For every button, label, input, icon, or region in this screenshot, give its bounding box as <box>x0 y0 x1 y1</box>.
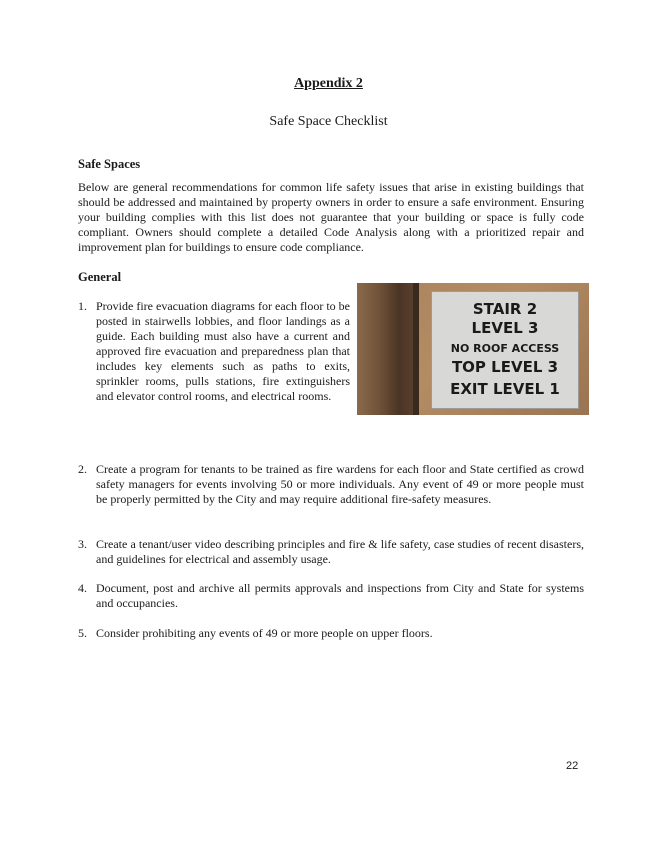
page-title: Appendix 2 <box>294 76 363 91</box>
door-frame <box>357 283 417 415</box>
list-item-text: Create a tenant/user video describing principles and fire & life safety, case studies of recent disasters, and guidelines for electrical and assembly usage. <box>96 537 584 566</box>
list-item-text: Create a program for tenants to be trained as fire wardens for each floor and State certified as crowd safety managers for events involving 50 or more individuals. Any event of 49 or more people must be properly permitted by the City and may require additional fire-safety measures. <box>96 462 584 506</box>
list-item-text: Document, post and archive all permits approvals and inspections from City and State for systems and occupancies. <box>96 581 584 610</box>
sign-line: NO ROOF ACCESS <box>450 342 560 355</box>
section-heading-safe-spaces: Safe Spaces <box>78 157 141 171</box>
stair-sign <box>431 291 579 409</box>
safe-spaces-paragraph: Below are general recommendations for common life safety issues that arise in existing buildings that should be addressed and maintained by property owners in order to ensure a safe environment. Ensuring your building complies with this list does not guarantee that your building or space is fully code compliant. Owners should complete a detailed Code Analysis along with a prioritized repair and improvement plan for buildings to ensure code compliance. <box>78 180 584 254</box>
list-item-text: Provide fire evacuation diagrams for each floor to be posted in stairwells lobbies, and floor landings as a guide. Each building must also have a current and approved fire evacuation and preparedness plan that includes key elements such as paths to exits, sprinkler rooms, pulls stations, fire extinguishers and elevator control rooms, and electrical rooms. <box>96 299 350 403</box>
list-item-text: Consider prohibiting any events of 49 or more people on upper floors. <box>96 626 433 640</box>
page-subtitle: Safe Space Checklist <box>269 114 388 129</box>
sign-line: TOP LEVEL 3 <box>451 358 559 376</box>
section-heading-general: General <box>78 270 122 284</box>
list-item-number: 3. <box>78 537 87 551</box>
sign-line: LEVEL 3 <box>471 319 539 337</box>
list-item-number: 1. <box>78 299 87 313</box>
sign-line: EXIT LEVEL 1 <box>450 380 560 398</box>
page-number: 22 <box>566 760 579 772</box>
list-item-number: 2. <box>78 462 87 476</box>
list-item-number: 4. <box>78 581 87 595</box>
sign-line: STAIR 2 <box>472 300 538 318</box>
stair-sign-photo <box>357 283 589 415</box>
list-item-number: 5. <box>78 626 87 640</box>
door-frame-edge <box>413 283 419 415</box>
